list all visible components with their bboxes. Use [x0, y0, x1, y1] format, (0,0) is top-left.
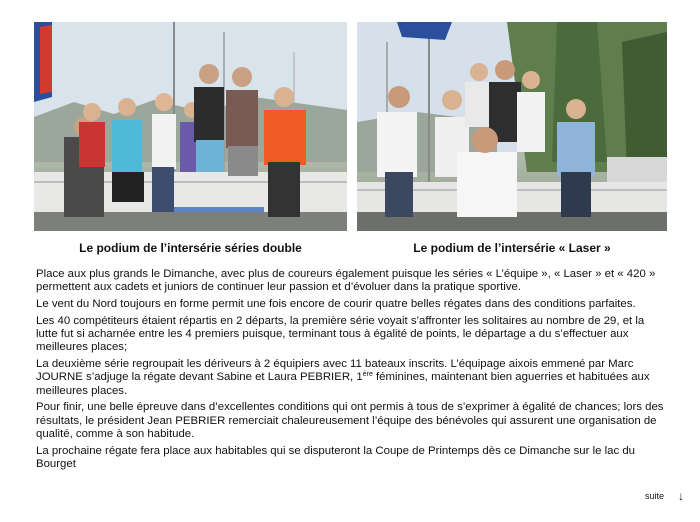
caption-podium-series-double: Le podium de l’intersérie séries double — [79, 241, 302, 255]
article-body — [36, 268, 664, 475]
suite-link[interactable]: suite — [645, 491, 665, 501]
superscript-ere: ère — [362, 371, 373, 379]
caption-podium-laser: Le podium de l’intersérie « Laser » — [413, 241, 611, 255]
paragraph-deuxieme-serie — [36, 358, 664, 398]
photo-podium-laser — [357, 22, 667, 231]
photo-left-illustration — [34, 22, 347, 231]
photo-right-illustration — [357, 22, 667, 231]
down-arrow-icon[interactable]: ↓ — [678, 489, 684, 503]
paragraph-dimanche: Place aux plus grands le Dimanche, avec plus de coureurs également puisque les séries « L’équipe », « Laser » et « 420 » permettent aux cadets et juniors de continuer leur passion et d’évoluer dans la pratique sportive. — [36, 268, 656, 294]
paragraph-deuxieme-serie-text: La deuxième série regroupait les dériveurs à 2 équipiers avec 11 bateaux inscrits. L’équipage aixois emmené par Marc JOURNE s’adjuge la régate devant Sabine et Laura PEBRIER, 1 — [36, 358, 634, 384]
paragraph-vent: Le vent du Nord toujours en forme permit une fois encore de courir quatre belles régates dans des conditions parfaites. — [36, 298, 636, 310]
paragraph-deuxieme-serie-end: féminines, maintenant bien aguerries et habituées aux meilleures places. — [36, 371, 650, 397]
photo-podium-series-double — [34, 22, 347, 231]
paragraph-prochaine-regate: La prochaine régate fera place aux habitables qui se disputeront la Coupe de Printemps dès ce Dimanche sur le lac du Bourget — [36, 444, 636, 471]
paragraph-pour-finir: Pour finir, une belle épreuve dans d’excellentes conditions qui ont permis à tous de s’exprimer à égalité de chances; lors des résultats, le président Jean PEBRIER remerciait chaleureusement l’équipe des bénévoles qui assurent une organisation de qualité, comme à son habitude. — [36, 401, 664, 441]
paragraph-competiteurs: Les 40 compétiteurs étaient répartis en 2 départs, la première série voyait s’affronter les solitaires au nombre de 29, et la lutte fut si acharnée entre les 4 premiers puisque, terminant tous à égalité de points, le départage a du s’effectuer aux meilleures places; — [36, 314, 645, 354]
